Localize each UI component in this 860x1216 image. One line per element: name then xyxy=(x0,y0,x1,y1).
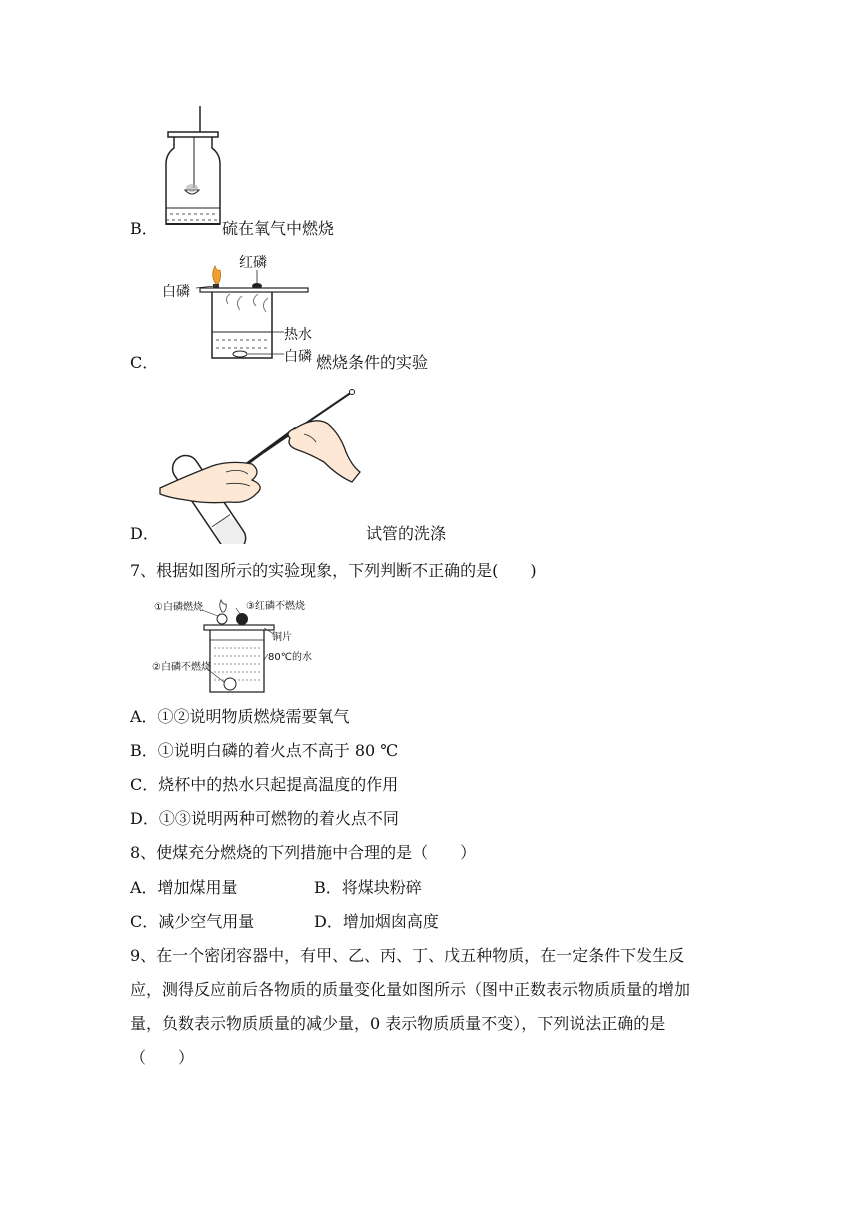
q7-fig-label-water: 80℃的水 xyxy=(268,652,312,663)
option-d-letter: D． xyxy=(130,524,159,543)
q7-fig-label-copper: 铜片 xyxy=(272,632,292,643)
q8-option-b: B．将煤块粉碎 xyxy=(314,878,422,897)
q7-option-a: A．①②说明物质燃烧需要氧气 xyxy=(130,707,350,726)
sulfur-oxygen-figure xyxy=(162,104,224,230)
q9-line-4: （ ） xyxy=(130,1048,195,1067)
test-tube-washing-figure xyxy=(156,388,366,544)
q8-option-c: C．减少空气用量 xyxy=(130,912,255,931)
option-c-letter: C． xyxy=(130,353,159,372)
option-b-caption: 硫在氧气中燃烧 xyxy=(222,219,335,238)
option-d-caption: 试管的洗涤 xyxy=(366,524,447,543)
q8-option-a: A．增加煤用量 xyxy=(130,878,238,897)
q8-stem: 8、使煤充分燃烧的下列措施中合理的是（ ） xyxy=(130,843,477,862)
q7-option-b: B．①说明白磷的着火点不高于 80 ℃ xyxy=(130,741,399,760)
q9-line-3: 量，负数表示物质质量的减少量，0 表示物质质量不变），下列说法正确的是 xyxy=(130,1014,666,1033)
fig-c-label-red-phosphorus: 红磷 xyxy=(239,255,267,271)
q7-fig-label-1: ①白磷燃烧 xyxy=(154,602,203,613)
fig-c-label-hot-water: 热水 xyxy=(284,327,312,343)
q7-fig-label-3: ③红磷不燃烧 xyxy=(246,601,305,612)
q7-stem: 7、根据如图所示的实验现象，下列判断不正确的是( ) xyxy=(130,561,537,580)
q8-option-d: D．增加烟囱高度 xyxy=(314,912,439,931)
fig-c-label-white-phosphorus-top: 白磷 xyxy=(162,284,190,300)
q9-line-2: 应，测得反应前后各物质的质量变化量如图所示（图中正数表示物质质量的增加 xyxy=(130,980,691,999)
q7-option-d: D．①③说明两种可燃物的着火点不同 xyxy=(130,809,399,828)
option-b-letter: B． xyxy=(130,219,158,238)
q9-line-1: 9、在一个密闭容器中，有甲、乙、丙、丁、戊五种物质，在一定条件下发生反 xyxy=(130,946,685,965)
q7-fig-label-2: ②白磷不燃烧 xyxy=(152,662,211,673)
fig-c-label-white-phosphorus-bottom: 白磷 xyxy=(284,349,312,365)
option-c-caption: 燃烧条件的实验 xyxy=(316,353,429,372)
q7-option-c: C．烧杯中的热水只起提高温度的作用 xyxy=(130,775,399,794)
